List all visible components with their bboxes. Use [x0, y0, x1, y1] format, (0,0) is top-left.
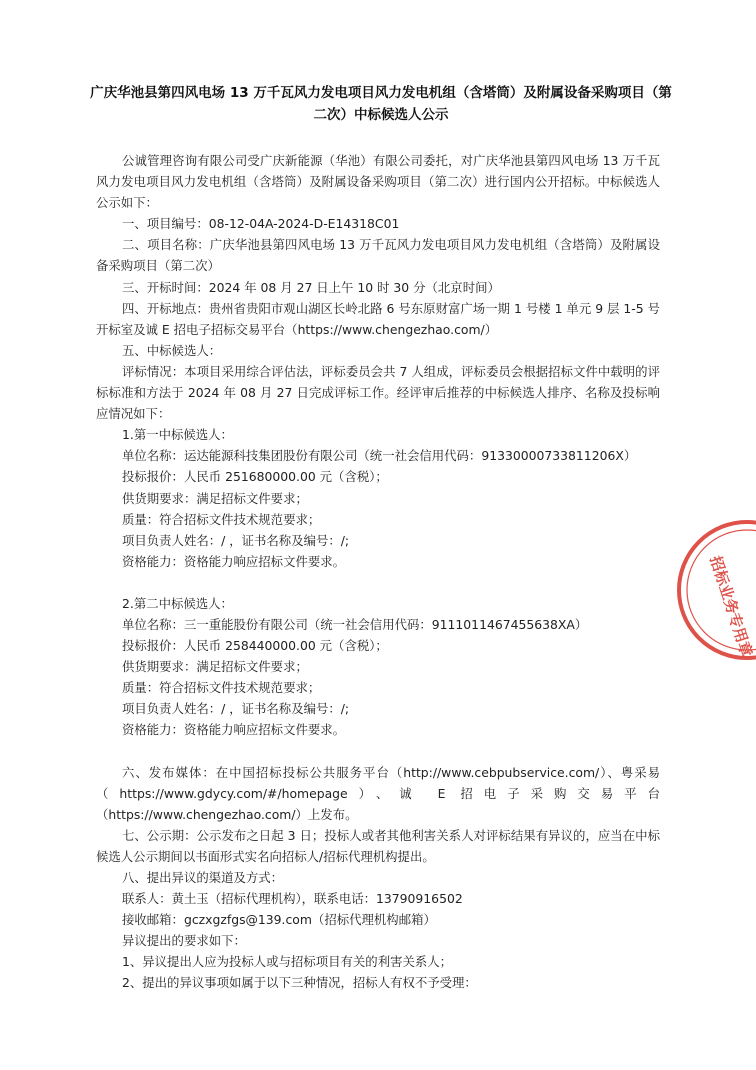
candidate2-price: 投标报价：人民币 258440000.00 元（含税）；: [122, 638, 388, 654]
opening-location: 四、开标地点：贵州省贵阳市观山湖区长岭北路 6 号东原财富广场一期 1 号楼 1 单元 9 层 1-5 号开标室及诚 E 招电子招标交易平台（https://www.chengezhao.com/）: [96, 300, 660, 337]
candidate2-qualification: 资格能力：资格能力响应招标文件要求。: [122, 722, 346, 738]
intro-paragraph: 公诚管理咨询有限公司受广庆新能源（华池）有限公司委托，对广庆华池县第四风电场 13 万千瓦风力发电项目风力发电机组（含塔筒）及附属设备采购项目（第二次）进行国内公开招标。中标候选人公示如下：: [96, 153, 660, 211]
evaluation-paragraph: 评标情况：本项目采用综合评估法，评标委员会共 7 人组成，评标委员会根据招标文件中载明的评标标准和方法于 2024 年 08 月 27 日完成评标工作。经评审后推荐的中标候选人排序、名称及投标响应情况如下：: [96, 363, 660, 422]
official-seal: [672, 510, 756, 670]
objection-requirement-2: 2、提出的异议事项如属于以下三种情况，招标人有权不予受理：: [122, 975, 477, 991]
document-title: 广庆华池县第四风电场 13 万千瓦风力发电项目风力发电机组（含塔筒）及附属设备采购项目（第二次）中标候选人公示: [90, 85, 672, 123]
objection-contact: 联系人：黄土玉（招标代理机构），联系电话：13790916502: [122, 891, 463, 907]
objection-requirements-heading: 异议提出的要求如下：: [122, 933, 246, 949]
document-body: [96, 150, 660, 994]
candidate2-manager: 项目负责人姓名：/ ，证书名称及编号：/;: [122, 701, 350, 717]
publicity-period: 七、公示期：公示发布之日起 3 日；投标人或者其他利害关系人对评标结果有异议的，应当在中标候选人公示期间以书面形式实名向招标人/招标代理机构提出。: [96, 827, 660, 864]
seal-text: 招标业务专用章: [706, 553, 756, 660]
candidate2-heading: 2.第二中标候选人：: [122, 595, 233, 611]
candidate2-quality: 质量：符合招标文件技术规范要求；: [122, 680, 321, 696]
opening-time: 三、开标时间：2024 年 08 月 27 日上午 10 时 30 分（北京时间）: [122, 279, 500, 295]
candidate1-manager: 项目负责人姓名：/ ，证书名称及编号：/;: [122, 532, 350, 548]
candidate1-qualification: 资格能力：资格能力响应招标文件要求。: [122, 553, 346, 569]
objection-email: 接收邮箱：gczxgzfgs@139.com（招标代理机构邮箱）: [122, 912, 436, 928]
candidates-heading: 五、中标候选人：: [122, 342, 222, 358]
candidate2-delivery: 供货期要求：满足招标文件要求；: [122, 659, 308, 675]
candidate2-unit: 单位名称：三一重能股份有限公司（统一社会信用代码：9111011467455638XA）: [122, 616, 588, 632]
objection-requirement-1: 1、异议提出人应为投标人或与招标项目有关的利害关系人；: [122, 954, 453, 970]
candidate1-quality: 质量：符合招标文件技术规范要求；: [122, 511, 321, 527]
project-name: 二、项目名称：广庆华池县第四风电场 13 万千瓦风力发电项目风力发电机组（含塔筒）及附属设备采购项目（第二次）: [96, 237, 660, 274]
project-number: 一、项目编号：08-12-04A-2024-D-E14318C01: [122, 216, 400, 232]
candidate1-unit: 单位名称：运达能源科技集团股份有限公司（统一社会信用代码：91330000733811206X）: [122, 448, 637, 464]
candidate1-delivery: 供货期要求：满足招标文件要求；: [122, 490, 308, 506]
candidate1-heading: 1.第一中标候选人：: [122, 427, 233, 443]
objection-heading: 八、提出异议的渠道及方式：: [122, 870, 284, 885]
publication-media: 六、发布媒体：在中国招标投标公共服务平台（http://www.cebpubservice.com/）、粤采易（https://www.gdycy.com/#/homepage）、诚 E 招电子采购交易平台（https://www.chengezhao.com/）上发布。: [96, 764, 660, 822]
candidate1-price: 投标报价：人民币 251680000.00 元（含税）；: [122, 469, 388, 485]
